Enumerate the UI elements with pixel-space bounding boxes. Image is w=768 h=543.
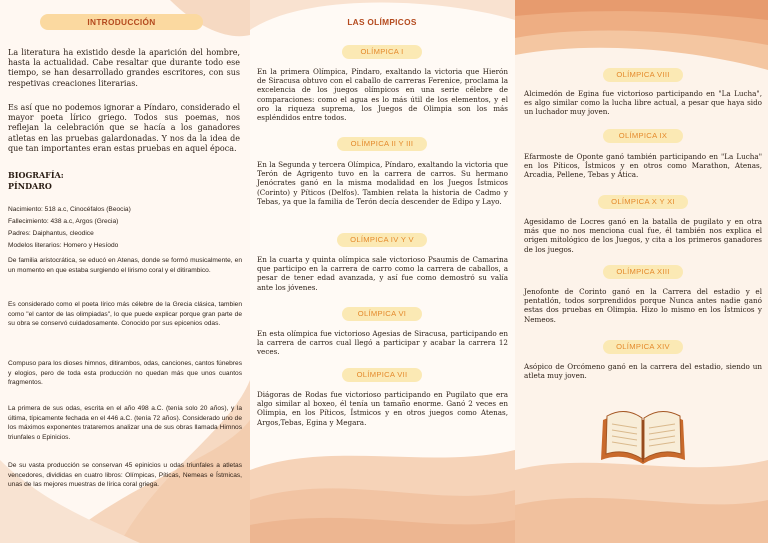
bio-paragraph-3: Compuso para los dioses himnos, ditirambos, odas, canciones, cantos fúnebres y elogios, pero de toda esta producción no quedan más que unos cuantos fragmentos. xyxy=(8,360,242,387)
olympica-6-text: En esta olímpica fue victorioso Agesias de Siracusa, participando en la carrera de carros cual llegó a participar y acabar la carrera 12 veces. xyxy=(257,329,508,357)
fact-death: Fallecimiento: 438 a.c, Argos (Grecia) xyxy=(8,218,119,225)
olympica-10-11-text: Agesidamo de Locres ganó en la batalla de pugilato y en otra más que no nos menciona cual fue, él también nos explica el origen mitológico de los Juegos, y cita a los primeros ganadores de los juegos. xyxy=(524,217,762,254)
olympica-7-text: Diágoras de Rodas fue victorioso participando en Pugilato que era algo similar al boxeo, él tenía un tamaño enorme. Ganó 2 veces en Olimpia, en los Píticos, Ístmicos y en otros juegos como Atenas, Argos,Tebas, Egina y Megara. xyxy=(257,390,508,427)
bio-paragraph-2: Es considerado como el poeta lírico más célebre de la Grecia clásica, tambien como "el cantor de las olimpiadas", lo que puede explicar porque gran parte de su obra se conservó cuidadosamente. Conocido por sus epicenios odas. xyxy=(8,301,242,328)
olympics-title: LAS OLÍMPICOS xyxy=(347,17,417,27)
bio-paragraph-4: La primera de sus odas, escrita en el año 498 a.C. (tenía solo 20 años), y la última, típicamente fechada en el 446 a.C. (tenía 72 años). Considerado uno de los máximos exponentes trataremos analizar una de sus obras llamada Himnos triunfales o Epinicios. xyxy=(8,405,242,441)
open-book-icon xyxy=(595,402,691,474)
olympica-1-label: OLÍMPICA I xyxy=(342,45,422,59)
introduction-title: INTRODUCCIÓN xyxy=(40,14,203,30)
olympica-4-5-text: En la cuarta y quinta olímpica sale victorioso Psaumis de Camarina que participo en la carrera de carro como la carrera de caballos, a pesar de tener edad avanzada, y así fue como demostró su valía ante los jóvenes. xyxy=(257,255,508,292)
biography-name: PÍNDARO xyxy=(8,181,52,191)
bio-paragraph-5: De su vasta producción se conservan 45 epinicios u odas triunfales a atletas vencedores, divididas en cuatro libros: Olímpicas, Píticas, Nemeas e Ístmicas, unas de las mejores muestras de lírica coral griega. xyxy=(8,462,242,489)
olympica-7-label: OLÍMPICA VII xyxy=(342,368,422,382)
olympica-2-3-text: En la Segunda y tercera Olímpica, Píndaro, exaltando la victoria que Terón de Agrigento tuvo en la carrera de carros. Su hermano Jenócrates ganó en la misma modalidad en los Juegos Ístmicos (Corinto) y Píticos (Delfos). Tambien relata la historia de Cadmo y Tebas, ya que la familia de Terón decía descender de Edipo y Layo. xyxy=(257,160,508,206)
olympica-2-3-label: OLÍMPICA II Y III xyxy=(337,137,427,151)
olympica-14-label: OLÍMPICA XIV xyxy=(603,340,683,354)
olympica-4-5-label: OLÍMPICA IV Y V xyxy=(337,233,427,247)
olympica-9-label: OLÍMPICA IX xyxy=(603,129,683,143)
fact-birth: Nacimiento: 518 a.c, Cinocéfalos (Beocia) xyxy=(8,206,131,213)
fact-models: Modelos literarios: Homero y Hesíodo xyxy=(8,242,119,249)
bio-paragraph-1: De familia aristocrática, se educó en Atenas, donde se formó musicalmente, en un momento en que estaba surgiendo el lirismo coral y el ditirambico. xyxy=(8,257,242,274)
panel-olympics-1 xyxy=(250,0,515,543)
olympica-8-text: Alcimedón de Egina fue victorioso participando en "La Lucha", es algo similar como la lucha libre actual, a pesar que haya sido un luchador muy joven. xyxy=(524,89,762,117)
olympica-10-11-label: OLÍMPICA X Y XI xyxy=(598,195,688,209)
panel-introduction xyxy=(0,0,250,543)
olympica-9-text: Efarmoste de Oponte ganó también participando en "La Lucha" en los Píticos, Ístmicos y en otros como Marathon, Atenas, Arcadia, Pellene, Tebas y Ática. xyxy=(524,152,762,180)
intro-paragraph-1: La literatura ha existido desde la aparición del hombre, hasta la actualidad. Cabe resaltar que durante todo ese tiempo, se han desarrollado grandes escritores, con sus respetivas creaciones literarias. xyxy=(8,48,240,88)
fact-parents: Padres: Daiphantus, cleodice xyxy=(8,230,94,237)
olympica-6-label: OLÍMPICA VI xyxy=(342,307,422,321)
olympica-1-text: En la primera Olímpica, Píndaro, exaltando la victoria que Hierón de Siracusa obtuvo con el caballo de carreras Ferenice, proclama la excelencia de los juegos olímpicos en una serie célebre de comparaciones: como el agua es lo más útil de los elementos, y el oro la riqueza suprema, los Juegos de Olimpia son los más espléndidos entre todos. xyxy=(257,67,508,123)
biography-heading: BIOGRAFÍA: xyxy=(8,170,64,180)
olympica-13-text: Jenofonte de Corinto ganó en la Carrera del estadio y el pentatlón, todos sorprendidos porque Nunca antes nadie ganó estas dos pruebas en Olimpia. Hizo lo mismo en los Ístmicos y Nemeos. xyxy=(524,287,762,324)
olympica-14-text: Asópico de Orcómeno ganó en la carrera del estadio, siendo un atleta muy joven. xyxy=(524,362,762,381)
intro-paragraph-2: Es así que no podemos ignorar a Píndaro, considerado el mayor poeta lírico griego. Todos sus poemas, nos reflejan la celebración que se hacía a los ganadores atletas en las pruebas galardonadas. Y nos da la idea de que tan importantes eran estas pruebas en aquel época. xyxy=(8,103,240,153)
panel-olympics-2 xyxy=(515,0,768,543)
olympica-8-label: OLÍMPICA VIII xyxy=(603,68,683,82)
olympica-13-label: OLÍMPICA XIII xyxy=(603,265,683,279)
